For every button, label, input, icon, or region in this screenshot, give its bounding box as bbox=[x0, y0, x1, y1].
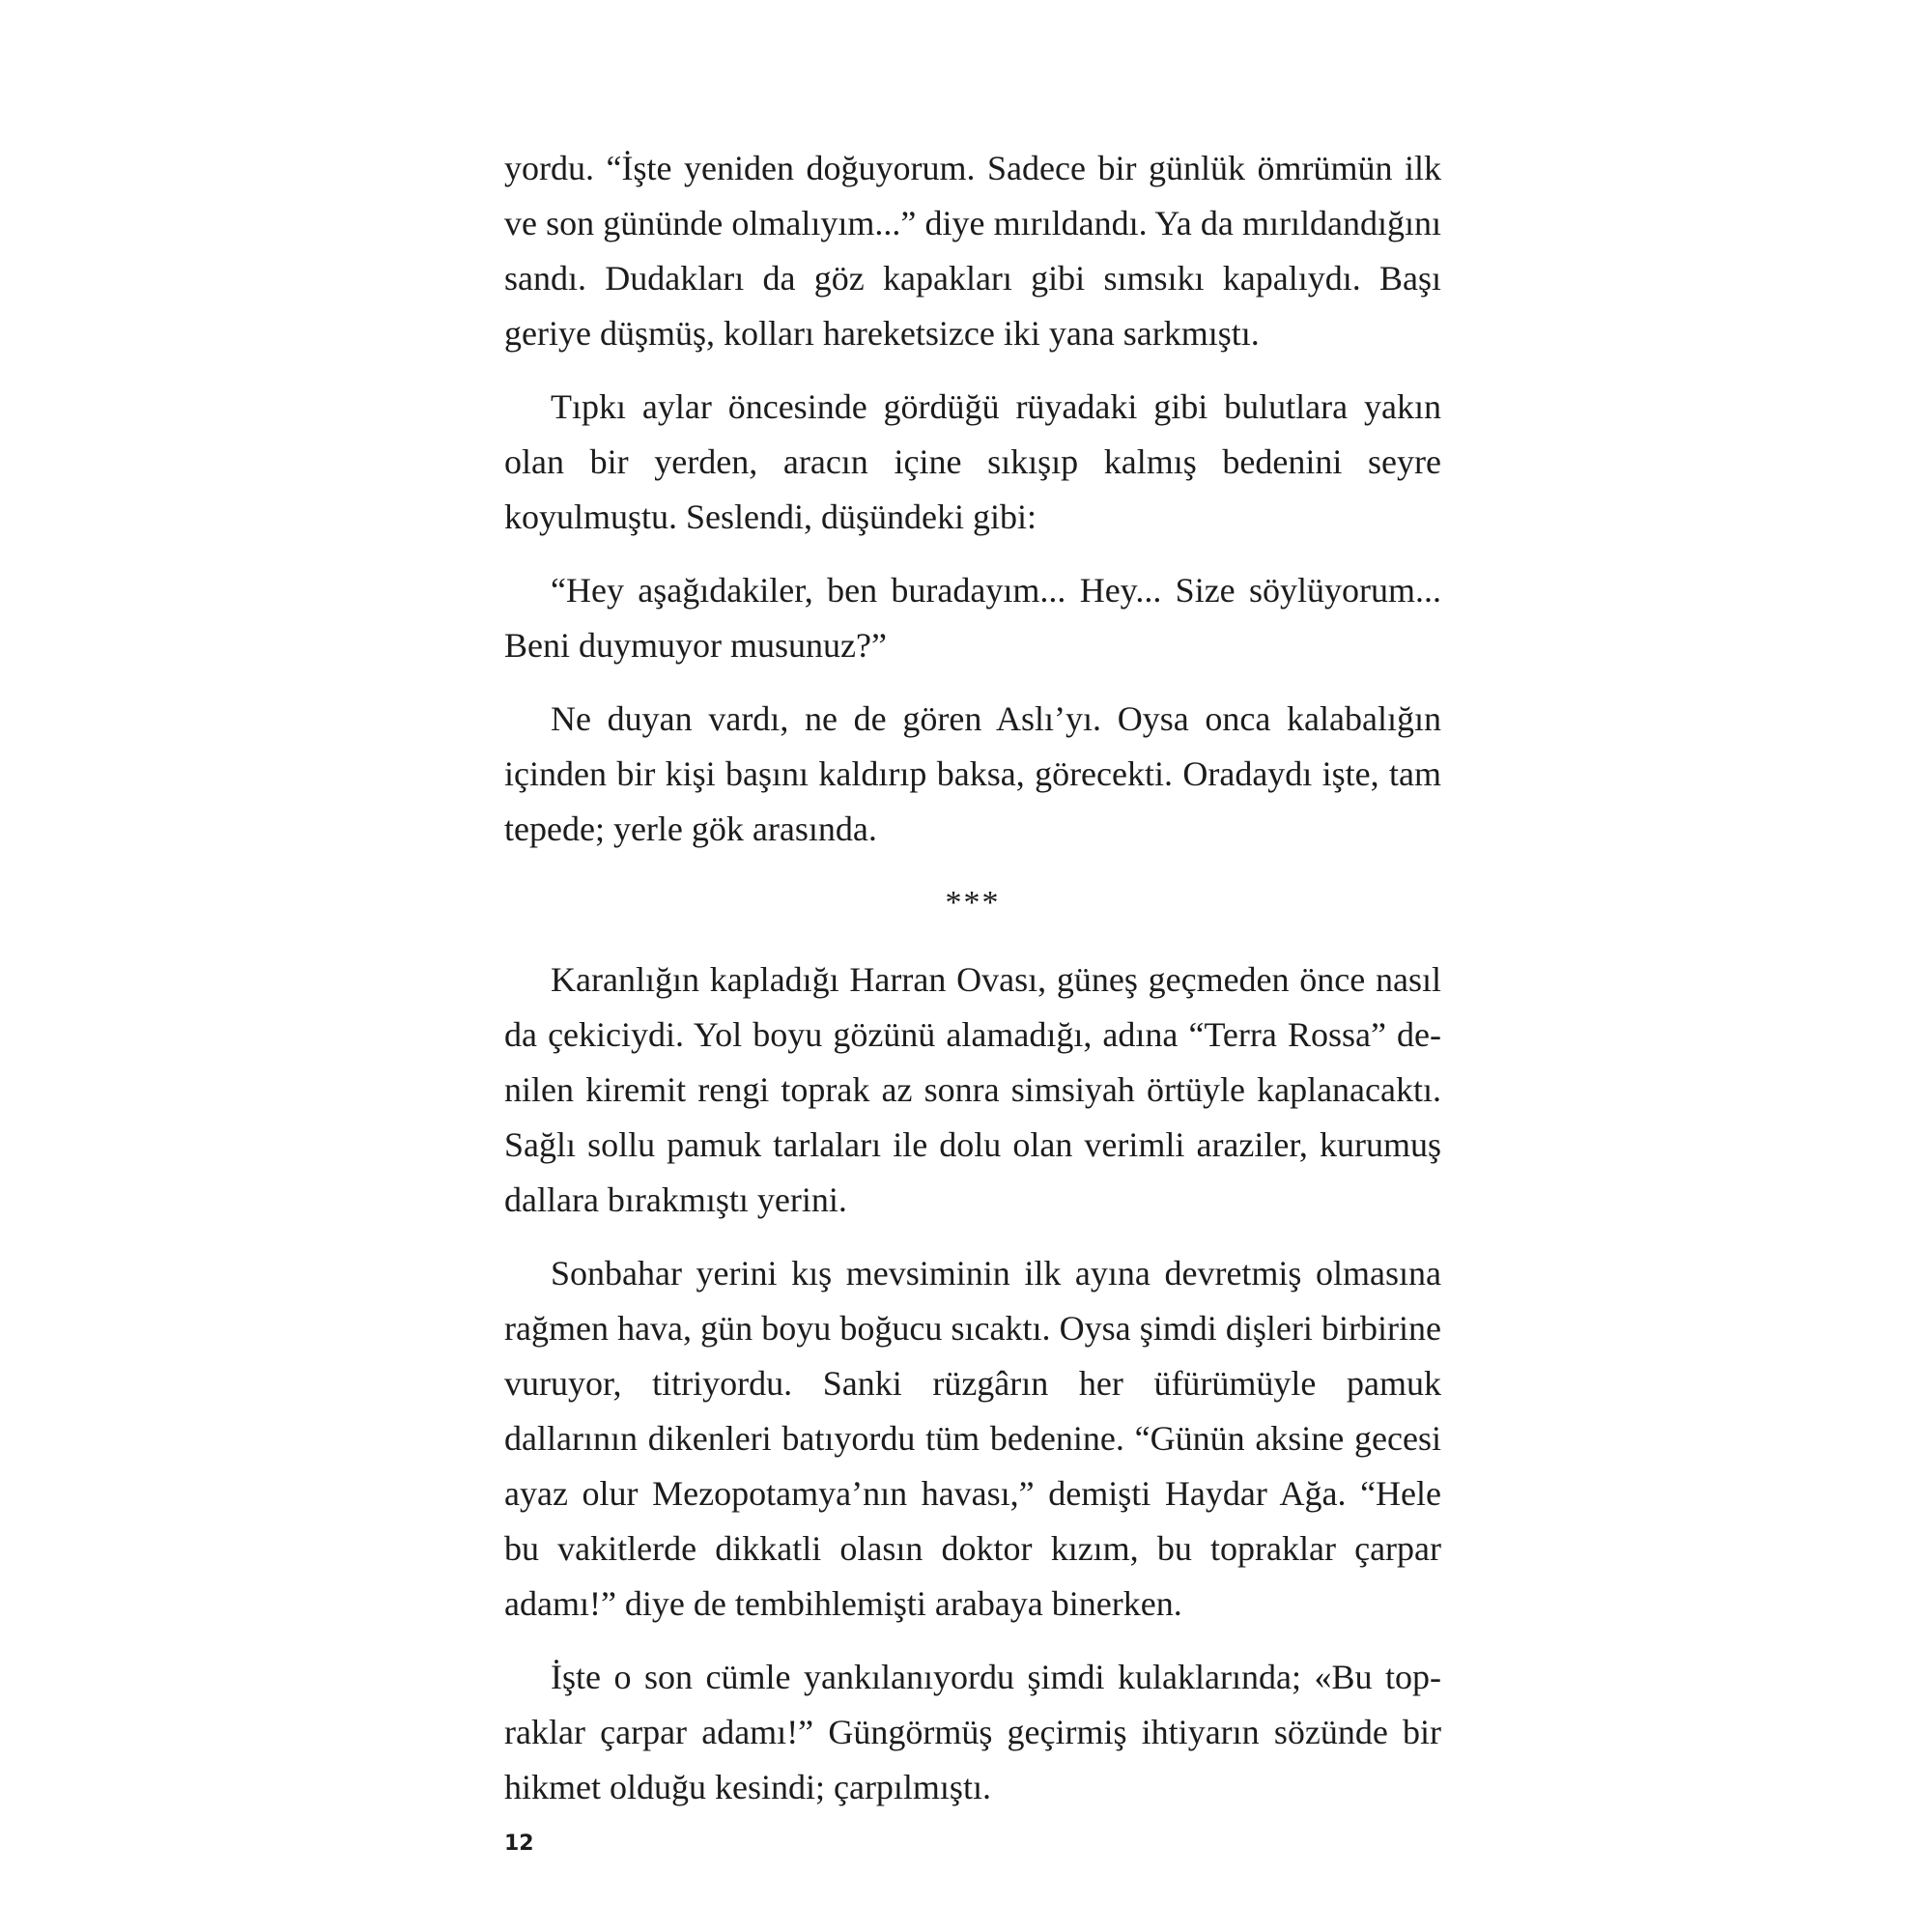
paragraph: “Hey aşağıdakiler, ben buradayım... Hey... Size söylüyorum... Beni duymuyor musunuz?” bbox=[504, 571, 1441, 665]
paragraph: Tıpkı aylar öncesinde gördüğü rüyadaki gibi bulutlara yakın olan bir yerden, aracın içine sıkışıp kalmış bedenini seyre koyulmuştu. Seslendi, düşündeki gibi: bbox=[504, 387, 1441, 536]
paragraph: Karanlığın kapladığı Harran Ovası, güneş geçmeden önce nasıl da çekiciydi. Yol boyu gözünü alamadığı, adına “Terra Rossa” denilen kiremit rengi toprak az sonra simsiyah örtüyle kaplanacaktı. Sağlı sollu pamuk tarlaları ile dolu olan verimli araziler, kurumuş dallara bırakmıştı yerini. bbox=[504, 960, 1441, 1219]
section-separator: *** bbox=[945, 885, 1001, 921]
paragraph: Ne duyan vardı, ne de gören Aslı’yı. Oysa onca kalabalığın içinden bir kişi başını kaldırıp baksa, görecekti. Oradaydı işte, tam tepede; yerle gök arasında. bbox=[504, 699, 1441, 848]
paragraph: yordu. “İşte yeniden doğuyorum. Sadece bir günlük ömrümün ilk ve son gününde olmalıyım...” diye mırıldandı. Ya da mırıldandığını sandı. Dudakları da göz kapakları gibi sımsıkı kapalıydı. Başı geriye düşmüş, kolları hareketsizce iki yana sarkmıştı. bbox=[504, 149, 1441, 353]
paragraph: Sonbahar yerini kış mevsiminin ilk ayına devretmiş olmasına rağmen hava, gün boyu boğucu sıcaktı. Oysa şimdi dişleri birbirine vuruyor, titriyordu. Sanki rüzgârın her üfürümüyle pamuk dallarının dikenleri batıyordu tüm bedenine. “Günün aksine gecesi ayaz olur Mezopotamya’nın havası,” demişti Haydar Ağa. “Hele bu vakitlerde dikkatli olasın doktor kızım, bu topraklar çarpar adamı!” diye de tembihlemişti arabaya binerken. bbox=[504, 1254, 1441, 1623]
page-number: 12 bbox=[504, 1832, 534, 1856]
paragraph: İşte o son cümle yankılanıyordu şimdi kulaklarında; «Bu topraklar çarpar adamı!” Güngörmüş geçirmiş ihtiyarın sözünde bir hikmet olduğu kesindi; çarpılmıştı. bbox=[504, 1658, 1441, 1806]
page-body bbox=[504, 141, 1441, 1833]
